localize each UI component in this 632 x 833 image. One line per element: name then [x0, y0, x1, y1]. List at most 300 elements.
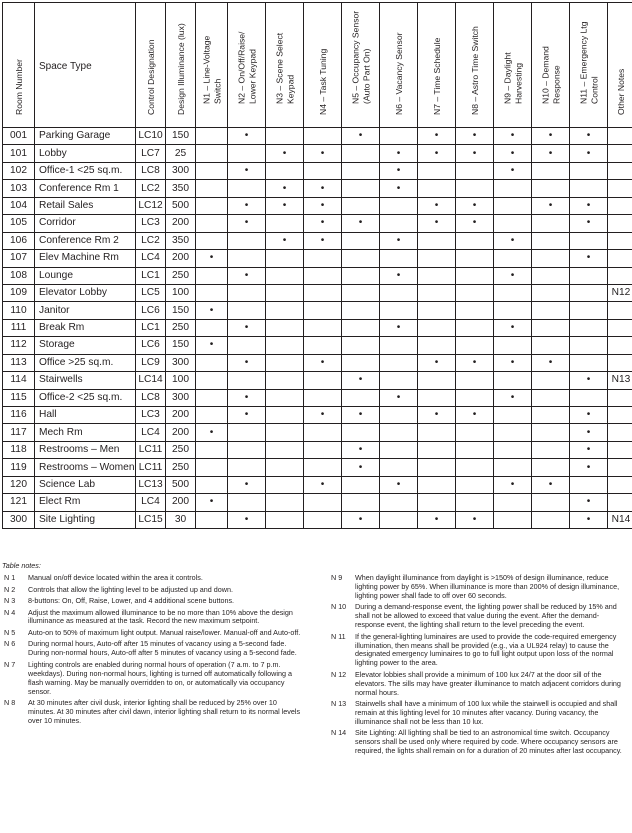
control-note-cell — [380, 162, 418, 179]
control-note-cell — [418, 284, 456, 301]
note-text: Adjust the maximum allowed illuminance to be no more than 10% above the design illuminance as measured at the task. Record the new maximum setpoint. — [28, 607, 293, 626]
control-note-cell — [304, 407, 342, 424]
control-note-cell — [532, 354, 570, 371]
room-number-cell: 110 — [3, 302, 35, 319]
applies-mark: • — [244, 513, 249, 525]
control-note-cell — [228, 511, 266, 528]
control-note-cell — [266, 162, 304, 179]
control-note-cell — [228, 337, 266, 354]
header-label — [578, 22, 599, 104]
note-item — [2, 609, 304, 627]
control-note-cell — [532, 476, 570, 493]
space-type-cell: Conference Rm 1 — [35, 180, 136, 197]
control-note-cell — [570, 197, 608, 214]
other-notes-cell: N13 — [608, 372, 632, 389]
space-type-cell: Elevator Lobby — [35, 284, 136, 301]
control-note-cell — [456, 180, 494, 197]
note-number: N 9 — [331, 573, 343, 582]
lighting-control-table — [2, 2, 632, 529]
control-note-cell — [532, 389, 570, 406]
note-item — [2, 699, 304, 726]
control-note-cell — [494, 232, 532, 249]
control-note-cell — [196, 337, 228, 354]
room-number-cell: 112 — [3, 337, 35, 354]
applies-mark: • — [510, 130, 515, 142]
applies-mark: • — [396, 391, 401, 403]
control-note-cell — [456, 197, 494, 214]
column-header — [418, 3, 456, 128]
note-text: Site Lighting: All lighting shall be tied to an astronomical time switch. Occupancy sensors shall be used only where required by code. Where occupancy sensors are required, the lights shall remain on for a duration of 20 minutes after last occupancy. — [355, 728, 622, 756]
control-note-cell — [304, 337, 342, 354]
control-note-cell — [456, 441, 494, 458]
applies-mark: • — [244, 322, 249, 334]
design-illuminance-cell: 500 — [166, 476, 196, 493]
design-illuminance-cell: 200 — [166, 250, 196, 267]
control-note-cell — [304, 145, 342, 162]
control-designation-cell: LC11 — [136, 441, 166, 458]
room-number-cell: 115 — [3, 389, 35, 406]
table-body — [3, 128, 632, 529]
control-note-cell — [570, 215, 608, 232]
applies-mark: • — [586, 130, 591, 142]
control-note-cell — [532, 407, 570, 424]
control-note-cell — [532, 215, 570, 232]
applies-mark: • — [586, 426, 591, 438]
control-note-cell — [494, 494, 532, 511]
control-note-cell — [196, 145, 228, 162]
control-note-cell — [532, 250, 570, 267]
column-header — [3, 3, 35, 128]
control-note-cell — [418, 407, 456, 424]
control-note-cell — [266, 354, 304, 371]
header-row — [3, 3, 632, 128]
control-note-cell — [342, 128, 380, 145]
table-row — [3, 162, 632, 179]
applies-mark: • — [586, 496, 591, 508]
control-note-cell — [494, 128, 532, 145]
column-header — [342, 3, 380, 128]
other-notes-cell — [608, 302, 632, 319]
control-note-cell — [266, 459, 304, 476]
control-note-cell — [196, 494, 228, 511]
control-note-cell — [456, 459, 494, 476]
design-illuminance-cell: 250 — [166, 459, 196, 476]
note-item — [2, 640, 304, 658]
note-text: At 30 minutes after civil dusk, interior lighting shall be reduced by 25% over 10 minutes. At 30 minutes after civil dawn, interior lighting shall return to its normal levels over 10 minutes. — [28, 698, 301, 725]
control-note-cell — [570, 267, 608, 284]
applies-mark: • — [472, 199, 477, 211]
control-note-cell — [228, 302, 266, 319]
note-text: During normal hours, Auto-off after 15 minutes of vacancy using a 5-second fade. During non-normal hours, Auto-off after 5 minutes of vacancy using a 5-second fade. — [28, 639, 297, 658]
control-note-cell — [494, 267, 532, 284]
notes-left-column — [2, 574, 304, 728]
applies-mark: • — [282, 147, 287, 159]
other-notes-cell: N14 — [608, 511, 632, 528]
control-note-cell — [494, 250, 532, 267]
table-row — [3, 232, 632, 249]
control-note-cell — [228, 128, 266, 145]
applies-mark: • — [209, 496, 214, 508]
space-type-cell: Mech Rm — [35, 424, 136, 441]
applies-mark: • — [209, 426, 214, 438]
control-note-cell — [380, 511, 418, 528]
control-note-cell — [380, 424, 418, 441]
design-illuminance-cell: 200 — [166, 215, 196, 232]
applies-mark: • — [209, 304, 214, 316]
other-notes-cell — [608, 354, 632, 371]
applies-mark: • — [358, 461, 363, 473]
design-illuminance-cell: 250 — [166, 319, 196, 336]
space-type-cell: Break Rm — [35, 319, 136, 336]
room-number-cell: 103 — [3, 180, 35, 197]
note-text: Elevator lobbies shall provide a minimum of 100 lux 24/7 at the door sill of the elevators. The sills may have greater illuminance to match adjacent corridors during normal hours. — [355, 669, 621, 697]
control-note-cell — [266, 389, 304, 406]
applies-mark: • — [244, 217, 249, 229]
design-illuminance-cell: 150 — [166, 337, 196, 354]
control-note-cell — [196, 267, 228, 284]
room-number-cell: 104 — [3, 197, 35, 214]
control-note-cell — [418, 476, 456, 493]
column-header — [570, 3, 608, 128]
control-note-cell — [342, 250, 380, 267]
header-label-line: N8 – Astro Time Switch — [469, 25, 480, 115]
control-note-cell — [266, 372, 304, 389]
applies-mark: • — [358, 374, 363, 386]
control-note-cell — [304, 441, 342, 458]
table-row — [3, 354, 632, 371]
control-note-cell — [304, 180, 342, 197]
control-note-cell — [570, 337, 608, 354]
control-note-cell — [532, 267, 570, 284]
control-designation-cell: LC11 — [136, 459, 166, 476]
note-number: N 8 — [4, 698, 16, 708]
control-note-cell — [196, 215, 228, 232]
control-note-cell — [228, 267, 266, 284]
control-note-cell — [380, 197, 418, 214]
other-notes-cell — [608, 145, 632, 162]
applies-mark: • — [586, 199, 591, 211]
other-notes-cell — [608, 215, 632, 232]
control-note-cell — [456, 319, 494, 336]
control-note-cell — [196, 284, 228, 301]
control-note-cell — [196, 354, 228, 371]
control-note-cell — [456, 511, 494, 528]
control-note-cell — [228, 232, 266, 249]
applies-mark: • — [434, 356, 439, 368]
space-type-cell: Hall — [35, 407, 136, 424]
control-note-cell — [196, 476, 228, 493]
design-illuminance-cell: 500 — [166, 197, 196, 214]
control-note-cell — [266, 267, 304, 284]
space-type-cell: Lounge — [35, 267, 136, 284]
control-note-cell — [342, 511, 380, 528]
control-note-cell — [494, 441, 532, 458]
room-number-cell: 300 — [3, 511, 35, 528]
applies-mark: • — [396, 478, 401, 490]
room-number-cell: 109 — [3, 284, 35, 301]
control-note-cell — [380, 232, 418, 249]
control-note-cell — [380, 372, 418, 389]
table-row — [3, 284, 632, 301]
control-note-cell — [494, 337, 532, 354]
header-label-line: Response — [550, 65, 561, 104]
header-label-line: N11 – Emergency Ltg — [578, 21, 588, 104]
control-note-cell — [228, 180, 266, 197]
control-note-cell — [304, 319, 342, 336]
other-notes-cell — [608, 337, 632, 354]
control-note-cell — [266, 128, 304, 145]
control-note-cell — [266, 180, 304, 197]
other-notes-cell — [608, 232, 632, 249]
control-note-cell — [532, 424, 570, 441]
control-note-cell — [266, 302, 304, 319]
table-row — [3, 319, 632, 336]
control-note-cell — [456, 337, 494, 354]
note-text: When daylight illuminance from daylight is >150% of design illuminance, reduce lighting power by 65%. When illuminance is more than 200% of design illuminance, lighting power shall fade to off over 60 seconds. — [355, 573, 620, 600]
other-notes-cell — [608, 494, 632, 511]
control-note-cell — [228, 494, 266, 511]
control-note-cell — [196, 459, 228, 476]
other-notes-cell — [608, 424, 632, 441]
control-designation-cell: LC1 — [136, 319, 166, 336]
control-note-cell — [456, 284, 494, 301]
control-designation-cell: LC9 — [136, 354, 166, 371]
control-designation-cell: LC6 — [136, 302, 166, 319]
other-notes-cell — [608, 459, 632, 476]
applies-mark: • — [586, 147, 591, 159]
control-note-cell — [570, 232, 608, 249]
control-designation-cell: LC12 — [136, 197, 166, 214]
table-row — [3, 250, 632, 267]
room-number-cell: 108 — [3, 267, 35, 284]
control-note-cell — [570, 407, 608, 424]
control-note-cell — [418, 197, 456, 214]
applies-mark: • — [548, 147, 553, 159]
header-label — [431, 37, 442, 114]
room-number-cell: 001 — [3, 128, 35, 145]
control-note-cell — [570, 284, 608, 301]
control-note-cell — [304, 476, 342, 493]
applies-mark: • — [586, 217, 591, 229]
control-note-cell — [532, 180, 570, 197]
control-note-cell — [266, 337, 304, 354]
room-number-cell: 107 — [3, 250, 35, 267]
control-note-cell — [418, 511, 456, 528]
applies-mark: • — [282, 182, 287, 194]
applies-mark: • — [434, 513, 439, 525]
applies-mark: • — [396, 322, 401, 334]
control-note-cell — [342, 372, 380, 389]
header-label: Room Number — [13, 58, 24, 115]
table-row — [3, 389, 632, 406]
control-note-cell — [342, 319, 380, 336]
control-note-cell — [494, 302, 532, 319]
control-note-cell — [196, 232, 228, 249]
control-note-cell — [380, 494, 418, 511]
control-note-cell — [342, 389, 380, 406]
table-row — [3, 145, 632, 162]
control-note-cell — [418, 232, 456, 249]
table-row — [3, 459, 632, 476]
control-designation-cell: LC5 — [136, 284, 166, 301]
note-item — [329, 633, 627, 669]
applies-mark: • — [358, 217, 363, 229]
other-notes-cell — [608, 197, 632, 214]
control-note-cell — [196, 302, 228, 319]
applies-mark: • — [244, 391, 249, 403]
design-illuminance-cell: 300 — [166, 389, 196, 406]
control-note-cell — [304, 128, 342, 145]
control-note-cell — [266, 424, 304, 441]
header-label — [393, 32, 404, 114]
header-label-line: Switch — [211, 78, 222, 104]
control-note-cell — [266, 511, 304, 528]
control-note-cell — [304, 215, 342, 232]
control-note-cell — [418, 250, 456, 267]
column-header — [136, 3, 166, 128]
control-note-cell — [494, 145, 532, 162]
control-note-cell — [196, 424, 228, 441]
control-note-cell — [418, 441, 456, 458]
design-illuminance-cell: 100 — [166, 284, 196, 301]
control-note-cell — [456, 389, 494, 406]
header-label-line: N10 – Demand — [540, 46, 550, 104]
space-type-cell: Office-2 <25 sq.m. — [35, 389, 136, 406]
control-note-cell — [494, 511, 532, 528]
control-note-cell — [304, 459, 342, 476]
applies-mark: • — [586, 374, 591, 386]
design-illuminance-cell: 200 — [166, 424, 196, 441]
space-type-cell: Restrooms – Men — [35, 441, 136, 458]
header-label — [350, 11, 371, 104]
control-note-cell — [532, 302, 570, 319]
other-notes-cell — [608, 389, 632, 406]
applies-mark: • — [209, 252, 214, 264]
control-note-cell — [228, 441, 266, 458]
column-header — [304, 3, 342, 128]
table-row — [3, 267, 632, 284]
control-note-cell — [532, 319, 570, 336]
note-item — [329, 729, 627, 756]
control-note-cell — [342, 354, 380, 371]
control-note-cell — [494, 215, 532, 232]
note-text: If the general-lighting luminaires are used to provide the code-required emergency illumination, then means shall be provided (e.g., via a UL924 relay) to cause the designated emergency luminaires to go to full light output upon loss of the normal lighting power to the area. — [355, 631, 617, 668]
control-note-cell — [456, 424, 494, 441]
control-note-cell — [266, 145, 304, 162]
note-number: N 14 — [331, 728, 347, 738]
control-note-cell — [196, 319, 228, 336]
control-note-cell — [532, 162, 570, 179]
note-number: N 6 — [4, 639, 16, 649]
other-notes-cell — [608, 128, 632, 145]
space-type-cell: Elev Machine Rm — [35, 250, 136, 267]
control-designation-cell: LC4 — [136, 494, 166, 511]
header-label — [274, 33, 295, 104]
note-number: N 13 — [331, 699, 347, 709]
control-note-cell — [418, 372, 456, 389]
applies-mark: • — [510, 478, 515, 490]
applies-mark: • — [586, 252, 591, 264]
note-item — [329, 603, 627, 630]
control-note-cell — [570, 180, 608, 197]
other-notes-cell — [608, 162, 632, 179]
control-note-cell — [196, 180, 228, 197]
table-row — [3, 215, 632, 232]
control-note-cell — [196, 441, 228, 458]
applies-mark: • — [209, 339, 214, 351]
control-note-cell — [494, 459, 532, 476]
space-type-cell: Storage — [35, 337, 136, 354]
applies-mark: • — [396, 234, 401, 246]
control-note-cell — [532, 459, 570, 476]
control-note-cell — [342, 284, 380, 301]
header-label-line: N7 – Time Schedule — [431, 37, 442, 115]
control-designation-cell: LC13 — [136, 476, 166, 493]
header-label-line: N6 – Vacancy Sensor — [393, 32, 404, 115]
space-type-cell: Restrooms – Women — [35, 459, 136, 476]
note-item — [329, 574, 627, 601]
applies-mark: • — [320, 409, 325, 421]
header-label-line: Harvesting — [512, 62, 523, 104]
applies-mark: • — [358, 444, 363, 456]
control-note-cell — [342, 441, 380, 458]
control-note-cell — [532, 511, 570, 528]
applies-mark: • — [472, 130, 477, 142]
control-note-cell — [380, 180, 418, 197]
design-illuminance-cell: 200 — [166, 494, 196, 511]
applies-mark: • — [244, 269, 249, 281]
control-note-cell — [570, 459, 608, 476]
design-illuminance-cell: 300 — [166, 162, 196, 179]
applies-mark: • — [548, 199, 553, 211]
other-notes-cell — [608, 319, 632, 336]
header-label: Control Designation — [145, 39, 156, 115]
note-item — [2, 629, 304, 638]
applies-mark: • — [244, 199, 249, 211]
control-note-cell — [418, 180, 456, 197]
applies-mark: • — [358, 513, 363, 525]
room-number-cell: 118 — [3, 441, 35, 458]
applies-mark: • — [510, 147, 515, 159]
table-row — [3, 494, 632, 511]
control-note-cell — [456, 407, 494, 424]
control-note-cell — [532, 197, 570, 214]
note-item — [2, 661, 304, 697]
applies-mark: • — [586, 409, 591, 421]
note-item — [329, 700, 627, 727]
control-note-cell — [532, 441, 570, 458]
control-note-cell — [228, 459, 266, 476]
control-note-cell — [266, 232, 304, 249]
header-label — [502, 52, 523, 104]
room-number-cell: 101 — [3, 145, 35, 162]
header-label-line: N3 – Scene Select — [274, 32, 284, 104]
notes-title: Table notes: — [2, 561, 41, 570]
note-item — [2, 597, 304, 606]
applies-mark: • — [244, 356, 249, 368]
room-number-cell: 117 — [3, 424, 35, 441]
note-number: N 2 — [4, 584, 16, 594]
control-note-cell — [228, 197, 266, 214]
control-note-cell — [342, 476, 380, 493]
control-note-cell — [304, 494, 342, 511]
design-illuminance-cell: 350 — [166, 180, 196, 197]
control-note-cell — [342, 145, 380, 162]
note-item — [329, 671, 627, 698]
space-type-cell: Parking Garage — [35, 128, 136, 145]
space-type-cell: Elect Rm — [35, 494, 136, 511]
control-note-cell — [228, 250, 266, 267]
